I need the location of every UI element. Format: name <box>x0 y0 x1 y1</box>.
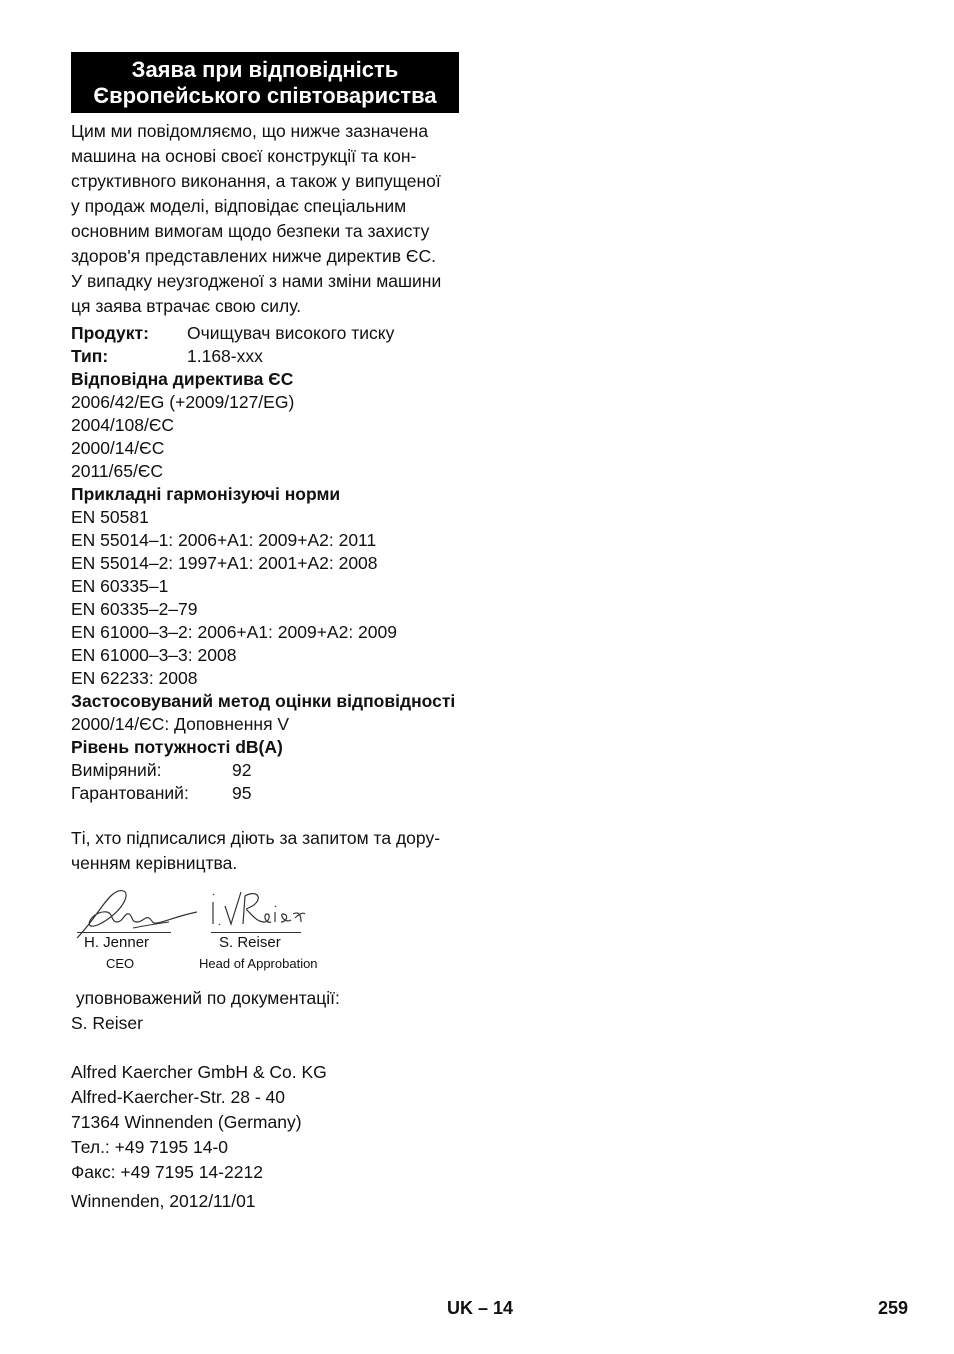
sound-measured-label: Виміряний: <box>71 760 162 780</box>
intro-line: структивного виконання, а також у випущеної <box>71 171 441 191</box>
directive-item: 2004/108/ЄС <box>71 415 175 435</box>
signers-line: ченням керівництва. <box>71 853 238 873</box>
directives-heading: Відповідна директива ЄС <box>71 369 294 389</box>
sound-guaranteed-label: Гарантований: <box>71 783 189 803</box>
sound-guaranteed-value: 95 <box>232 783 252 803</box>
norms-heading: Прикладні гармонізуючі норми <box>71 484 341 504</box>
norms-list <box>71 506 459 690</box>
assessment-heading: Застосовуваний метод оцінки відповідності <box>71 691 456 711</box>
assessment-item: 2000/14/ЄС: Доповнення V <box>71 714 290 734</box>
documentation-label: уповноважений по документації: <box>71 988 340 1008</box>
intro-line: здоров'я представлених нижче директив ЄС. <box>71 246 436 266</box>
documentation-block <box>71 986 459 1036</box>
norm-item: EN 50581 <box>71 507 149 527</box>
date-line: Winnenden, 2012/11/01 <box>71 1191 256 1211</box>
directive-item: 2006/42/EG (+2009/127/EG) <box>71 392 295 412</box>
signer-name-2: S. Reiser <box>219 934 281 951</box>
page-title <box>71 52 459 113</box>
product-row <box>71 322 459 345</box>
type-label: Тип: <box>71 346 109 366</box>
address-block <box>71 1060 459 1185</box>
signer-role-2: Head of Approbation <box>199 956 318 971</box>
product-value: Очищувач високого тиску <box>187 323 395 343</box>
intro-line: у продаж моделі, відповідає спеціальним <box>71 196 407 216</box>
footer-section: UK – 14 <box>447 1298 514 1318</box>
signers-line: Ті, хто підписалися діють за запитом та дору- <box>71 828 441 848</box>
directive-item: 2011/65/ЄС <box>71 461 164 481</box>
sound-measured-row <box>71 759 459 782</box>
title-line-1: Заява при відповідність <box>131 57 399 82</box>
type-row <box>71 345 459 368</box>
norm-item: EN 60335–2–79 <box>71 599 198 619</box>
signature-block <box>71 876 459 986</box>
signature-reiser <box>207 882 307 942</box>
type-value: 1.168-xxx <box>187 346 263 366</box>
assessment-value <box>71 713 459 736</box>
directive-item: 2000/14/ЄС <box>71 438 165 458</box>
signature-line-1 <box>77 932 171 933</box>
address-line: Факс: +49 7195 14-2212 <box>71 1162 263 1182</box>
product-label: Продукт: <box>71 323 149 343</box>
norm-item: EN 55014–1: 2006+A1: 2009+A2: 2011 <box>71 530 377 550</box>
footer-page-number: 259 <box>878 1298 909 1318</box>
norm-item: EN 55014–2: 1997+A1: 2001+A2: 2008 <box>71 553 378 573</box>
title-line-2: Європейського співтовариства <box>93 83 437 108</box>
address-line: 71364 Winnenden (Germany) <box>71 1112 302 1132</box>
intro-line: У випадку неузгодженої з нами зміни машини <box>71 271 442 291</box>
sound-measured-value: 92 <box>232 760 252 780</box>
address-line: Alfred Kaercher GmbH & Co. KG <box>71 1062 327 1082</box>
address-line: Alfred-Kaercher-Str. 28 - 40 <box>71 1087 285 1107</box>
signature-jenner <box>73 882 203 942</box>
signature-line-2 <box>211 932 301 933</box>
declaration-column <box>71 52 459 1214</box>
sound-heading: Рівень потужності dB(A) <box>71 737 283 757</box>
intro-line: ця заява втрачає свою силу. <box>71 296 302 316</box>
signer-name-1: H. Jenner <box>84 934 150 951</box>
intro-line: Цим ми повідомляємо, що нижче зазначена <box>71 121 429 141</box>
signers-text <box>71 826 459 876</box>
intro-line: машина на основі своєї конструкції та кон- <box>71 146 417 166</box>
intro-line: основним вимогам щодо безпеки та захисту <box>71 221 430 241</box>
directives-list <box>71 391 459 483</box>
intro-paragraph <box>71 119 459 319</box>
signer-role-1: CEO <box>106 956 135 971</box>
norm-item: EN 60335–1 <box>71 576 169 596</box>
norm-item: EN 62233: 2008 <box>71 668 198 688</box>
norm-item: EN 61000–3–3: 2008 <box>71 645 237 665</box>
sound-guaranteed-row <box>71 782 459 805</box>
address-line: Тел.: +49 7195 14-0 <box>71 1137 229 1157</box>
norm-item: EN 61000–3–2: 2006+A1: 2009+A2: 2009 <box>71 622 397 642</box>
documentation-name: S. Reiser <box>71 1013 143 1033</box>
